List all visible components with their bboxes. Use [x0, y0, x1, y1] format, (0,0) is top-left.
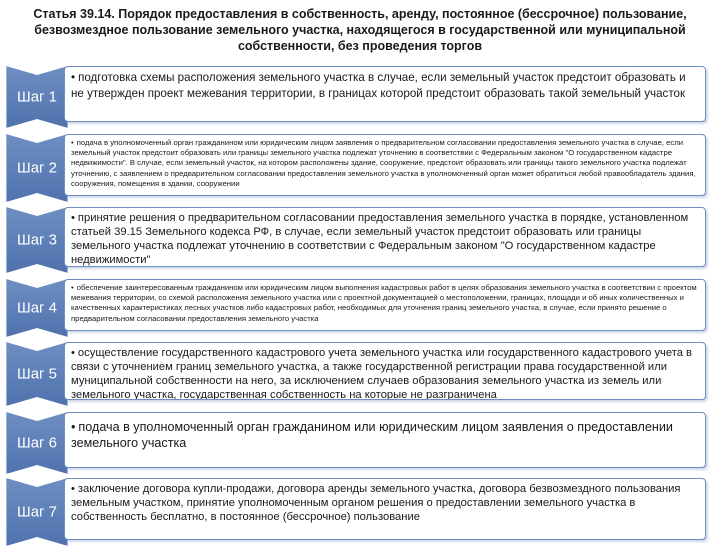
step-2-label: Шаг 2	[16, 159, 58, 177]
step-7-label: Шаг 7	[16, 503, 58, 521]
step-3	[6, 207, 712, 273]
step-5-label: Шаг 5	[16, 365, 58, 383]
step-3-label: Шаг 3	[16, 231, 58, 249]
step-3-box	[64, 207, 706, 267]
step-7-text: • заключение договора купли-продажи, договора аренды земельного участка, договора безвозмездного пользования земельным участком, принятие уполномоченным органом решения о предоставлении земельного участка в собственность бесплатно, в постоянное (бессрочное) пользование	[71, 483, 680, 523]
step-2-text: • подача в уполномоченный орган гражданином или юридическим лицом заявления о предварительном согласовании предоставления земельного участка в случае, если земельный участок предстоит образовать или границы земельного участка подлежат уточнению в соответствии с Федеральным законом "О государственном кадастре недвижимости". В случае, если земельный участок, на котором расположены здание, сооружение, предстоит образовать или границы такого земельного участка подлежат уточнению, с заявлением о предварительном согласовании предоставления земельного участка в уполномоченный орган может обратиться любой правообладатель здания, сооружения, помещения в здании, сооружении	[71, 138, 696, 188]
step-6	[6, 412, 712, 474]
step-5-box	[64, 342, 706, 400]
step-3-text: • принятие решения о предварительном согласовании предоставления земельного участка в порядке, установленном статьей 39.15 Земельного кодекса РФ, в случае, если земельный участок предстоит образовать или границы земельного участка подлежат уточнению в соответствии с Федеральным законом "О государственном кадастре недвижимости"	[71, 212, 688, 266]
step-1-box	[64, 66, 706, 122]
step-7	[6, 478, 712, 546]
step-5-text: • осуществление государственного кадастрового учета земельного участка или государственного кадастрового учета в связи с уточнением границ земельного участка, а также государственной регистрации права государственной или муниципальной собственности на него, за исключением случаев образования земельного участка из земель или земельного участка, государственная собственность на которые не разграничена	[71, 347, 692, 400]
page-title: Статья 39.14. Порядок предоставления в собственность, аренду, постоянное (бессрочное) пользование, безвозмездное пользование земельного участка, находящегося в государственной или муниципальной собственности, без проведения торгов	[33, 7, 687, 53]
step-2-box	[64, 134, 706, 196]
step-1-text: • подготовка схемы расположения земельного участка в случае, если земельный участок предстоит образовать и не утвержден проект межевания территории, в границах которой предстоит образовать такой земельный участок	[71, 71, 686, 100]
step-4-box	[64, 279, 706, 331]
step-6-text: • подача в уполномоченный орган гражданином или юридическим лицом заявления о предоставлении земельного участка	[71, 420, 673, 450]
step-6-box	[64, 412, 706, 468]
step-2	[6, 134, 712, 202]
step-4-label: Шаг 4	[16, 299, 58, 317]
step-6-label: Шаг 6	[16, 434, 58, 452]
step-7-box	[64, 478, 706, 540]
step-5	[6, 342, 712, 406]
step-4-text: • обеспечение заинтересованным гражданином или юридическим лицом выполнения кадастровых работ в целях образования земельного участка в соответствии с проектом межевания территории, со схемой расположения земельного участка или с проектной документацией о местоположении, границах, площади и об иных количественных и качественных характеристиках лесных участков либо кадастровых работ, необходимых для уточнения границ земельного участка, в случае, если принято решение о предварительном согласовании предоставления земельного участка	[71, 283, 697, 323]
step-4	[6, 279, 712, 337]
step-1-label: Шаг 1	[16, 88, 58, 106]
step-1	[6, 66, 712, 128]
